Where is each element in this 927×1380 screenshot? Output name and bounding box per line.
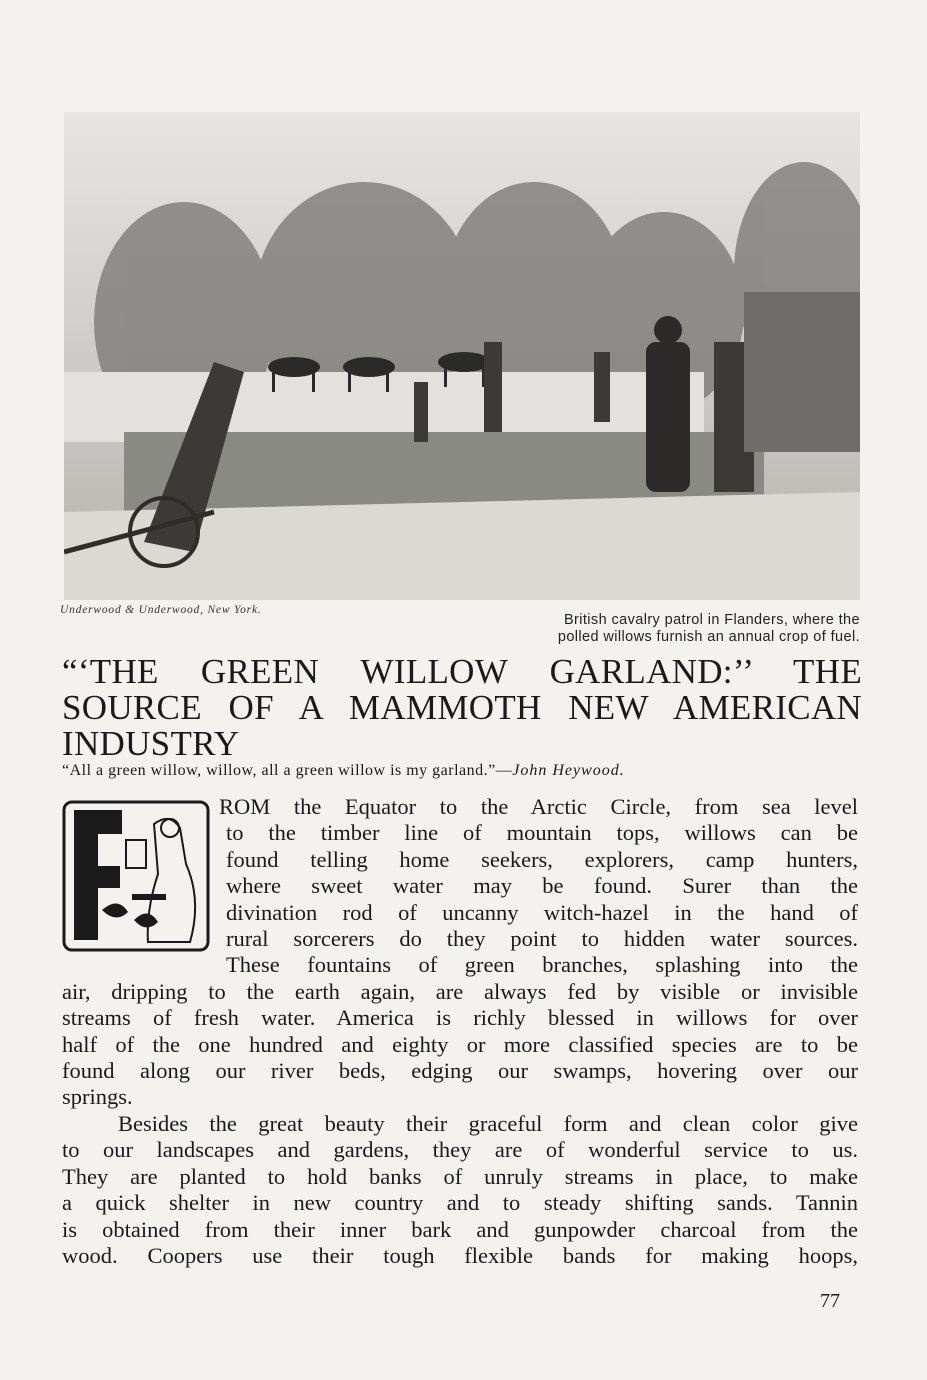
page-number: 77 — [820, 1290, 840, 1312]
text-line: to the timber line of mountain tops, willows can be — [226, 820, 858, 846]
article-headline — [62, 654, 862, 762]
text-line: air, dripping to the earth again, are always fed by visible or invisible — [62, 978, 858, 1004]
caption-line: polled willows furnish an annual crop of fuel. — [557, 629, 860, 645]
text-line: wood. Coopers use their tough flexible bands for making hoops, — [62, 1242, 858, 1268]
text-line: found along our river beds, edging our swamps, hovering over our — [62, 1058, 858, 1084]
text-line: Besides the great beauty their graceful form and clean color give — [118, 1110, 858, 1136]
photo-caption — [436, 612, 860, 646]
text-line: rural sorcerers do they point to hidden water sources. — [226, 926, 858, 952]
text-line: found telling home seekers, explorers, camp hunters, — [226, 846, 858, 872]
epigraph — [62, 762, 625, 780]
text-line: These fountains of green branches, splashing into the — [226, 952, 858, 978]
text-line: is obtained from their inner bark and gunpowder charcoal from the — [62, 1216, 858, 1242]
headline-line: INDUSTRY — [62, 724, 240, 763]
caption-line: British cavalry patrol in Flanders, where the — [563, 612, 860, 628]
text-line: ROM the Equator to the Arctic Circle, from sea level — [219, 794, 858, 819]
photo-credit: Underwood & Underwood, New York. — [60, 604, 262, 616]
paragraph — [62, 794, 858, 1111]
paragraph — [62, 1111, 858, 1269]
article-body — [62, 794, 858, 1269]
text-line: They are planted to hold banks of unruly streams in place, to make — [62, 1163, 858, 1189]
cavalry-photo — [64, 112, 860, 600]
epigraph-author: John Heywood. — [512, 762, 625, 779]
text-line: a quick shelter in new country and to steady shifting sands. Tannin — [62, 1190, 858, 1216]
text-line: to our landscapes and gardens, they are of wonderful service to us. — [62, 1137, 858, 1163]
epigraph-quote: “All a green willow, willow, all a green willow is my garland.”— — [62, 762, 513, 779]
text-line: where sweet water may be found. Surer than the — [226, 873, 858, 899]
text-line: half of the one hundred and eighty or more classified species are to be — [62, 1031, 858, 1057]
text-line: streams of fresh water. America is richly blessed in willows for over — [62, 1005, 858, 1031]
headline-line: SOURCE OF A MAMMOTH NEW AMERICAN — [62, 688, 862, 727]
text-line: divination rod of uncanny witch-hazel in the hand of — [226, 899, 858, 925]
headline-line: “‘THE GREEN WILLOW GARLAND:’’ THE — [62, 652, 862, 691]
text-line: springs. — [62, 1084, 133, 1110]
